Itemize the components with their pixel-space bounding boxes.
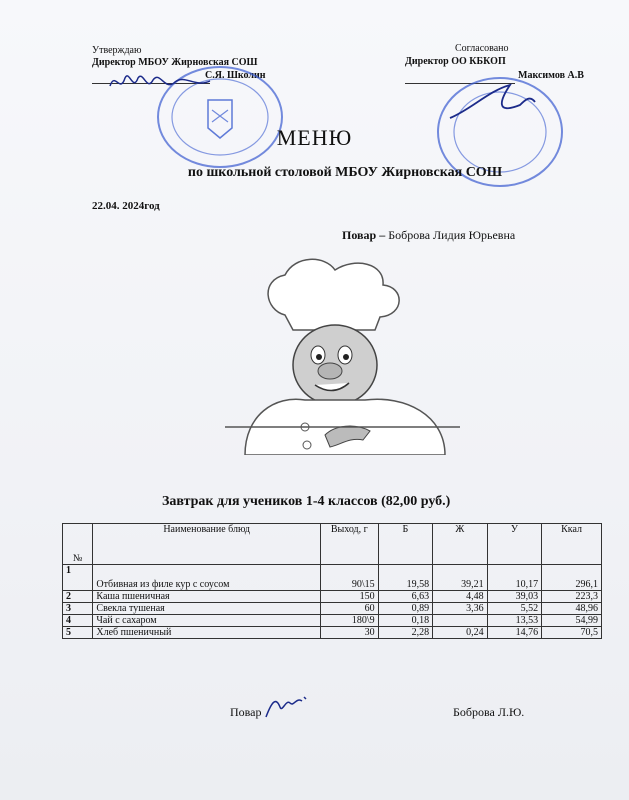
subtitle: по школьной столовой МБОУ Жирновская СОШ — [187, 165, 503, 180]
cell-fats: 3,36 — [433, 603, 488, 615]
table-header-row — [63, 524, 602, 565]
cell-fats: 0,24 — [433, 627, 488, 639]
table-row — [63, 615, 602, 627]
cell-proteins: 6,63 — [378, 591, 433, 603]
cell-kcal: 296,1 — [542, 565, 602, 591]
cell-number: 3 — [63, 603, 93, 615]
cell-kcal: 223,3 — [542, 591, 602, 603]
cell-fats: 39,21 — [433, 565, 488, 591]
menu-date: 22.04. 2024год — [92, 200, 160, 212]
cell-proteins: 0,18 — [378, 615, 433, 627]
cell-dish: Отбивная из филе кур с соусом — [93, 565, 321, 591]
cell-carbs: 39,03 — [487, 591, 542, 603]
meal-title: Завтрак для учеников 1-4 классов (82,00 руб.) — [162, 494, 451, 509]
cell-number: 4 — [63, 615, 93, 627]
table-row — [63, 591, 602, 603]
approve-position: Директор МБОУ Жирновская СОШ — [92, 57, 258, 68]
page-title: МЕНЮ — [276, 125, 353, 150]
cell-dish: Чай с сахаром — [93, 615, 321, 627]
agree-name: Максимов А.В — [518, 70, 584, 81]
table-row — [63, 603, 602, 615]
cell-dish: Хлеб пшеничный — [93, 627, 321, 639]
cell-yield: 150 — [320, 591, 378, 603]
cell-yield: 90\15 — [320, 565, 378, 591]
col-number: № — [63, 524, 93, 565]
cell-dish: Свекла тушеная — [93, 603, 321, 615]
cell-yield: 60 — [320, 603, 378, 615]
cell-proteins: 19,58 — [378, 565, 433, 591]
agree-position: Директор ОО КБКОП — [405, 56, 506, 67]
approve-name: С.Я. Школин — [205, 70, 266, 81]
cell-proteins: 0,89 — [378, 603, 433, 615]
director-signature-icon — [105, 66, 215, 96]
cell-carbs: 10,17 — [487, 565, 542, 591]
col-kcal: Ккал — [542, 524, 602, 565]
cell-kcal: 48,96 — [542, 603, 602, 615]
col-proteins: Б — [378, 524, 433, 565]
col-dish: Наименование блюд — [93, 524, 321, 565]
cell-yield: 30 — [320, 627, 378, 639]
approve-label: Утверждаю — [92, 45, 142, 56]
cell-carbs: 14,76 — [487, 627, 542, 639]
agree-signature-icon — [440, 80, 540, 125]
col-yield: Выход, г — [320, 524, 378, 565]
cell-number: 2 — [63, 591, 93, 603]
footer-cook-name: Боброва Л.Ю. — [453, 705, 525, 719]
cell-proteins: 2,28 — [378, 627, 433, 639]
cell-number: 1 — [63, 565, 93, 591]
cell-fats — [433, 615, 488, 627]
cell-fats: 4,48 — [433, 591, 488, 603]
col-fats: Ж — [433, 524, 488, 565]
cell-yield: 180\9 — [320, 615, 378, 627]
cook-signature-icon — [262, 693, 312, 721]
table-row — [63, 565, 602, 591]
cell-carbs: 5,52 — [487, 603, 542, 615]
chef-illustration-icon — [215, 255, 475, 455]
cell-kcal: 70,5 — [542, 627, 602, 639]
table-row — [63, 627, 602, 639]
cell-carbs: 13,53 — [487, 615, 542, 627]
cook-line — [342, 228, 515, 243]
footer-cook-label: Повар — [230, 705, 262, 719]
cook-label: Повар – — [342, 228, 386, 242]
cook-name: Боброва Лидия Юрьевна — [388, 228, 516, 242]
col-carbs: У — [487, 524, 542, 565]
cell-number: 5 — [63, 627, 93, 639]
cell-dish: Каша пшеничная — [93, 591, 321, 603]
menu-table — [62, 523, 602, 639]
agree-label: Согласовано — [455, 43, 509, 54]
cell-kcal: 54,99 — [542, 615, 602, 627]
